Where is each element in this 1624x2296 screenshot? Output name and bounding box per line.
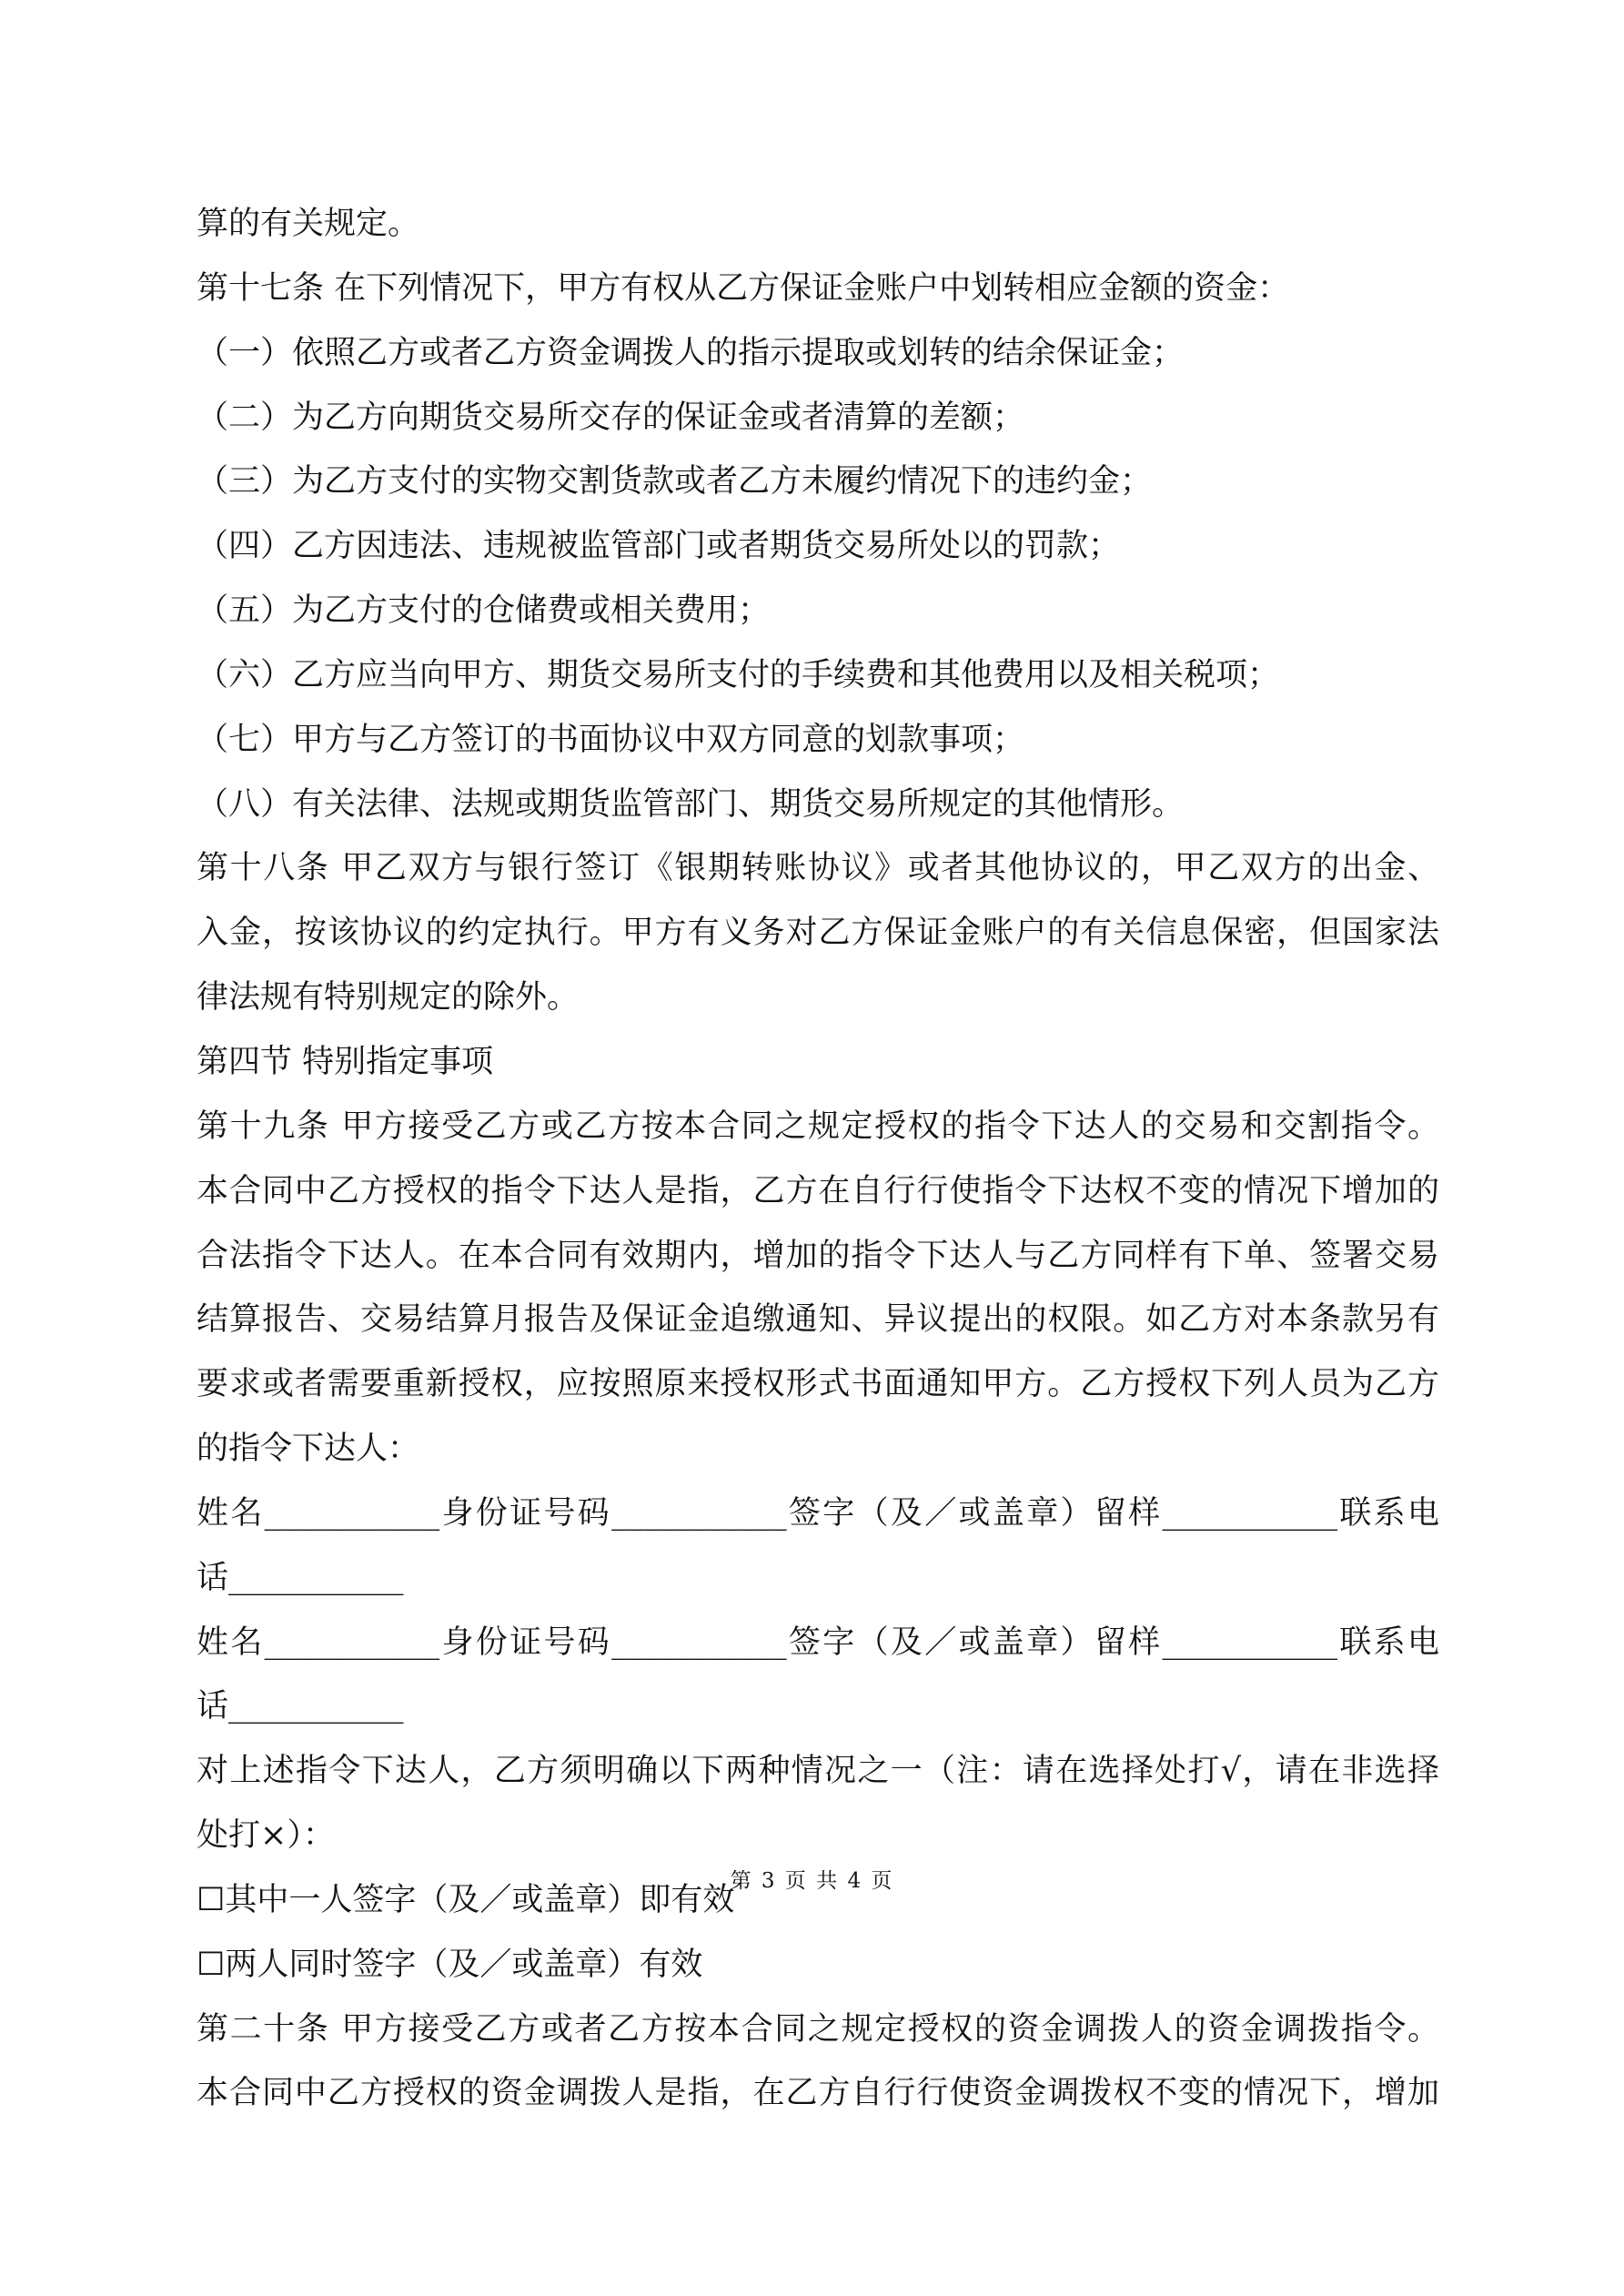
signatory-fields-2: 姓名___________身份证号码___________签字（及／或盖章）留样___________联系电 [197,1623,1439,1661]
signatory-fields-2-phone: 话___________ [197,1688,404,1725]
selection-instruction: 对上述指令下达人，乙方须明确以下两种情况之一（注：请在选择处打√，请在非选择 [197,1753,1439,1790]
article-20-line: 第二十条 甲方接受乙方或者乙方按本合同之规定授权的资金调拨人的资金调拨指令。 [197,2010,1439,2048]
article-18-line: 入金，按该协议的约定执行。甲方有义务对乙方保证金账户的有关信息保密，但国家法 [197,915,1439,952]
signatory-fields-1-phone: 话___________ [197,1559,404,1596]
article-17-heading: 第十七条 在下列情况下，甲方有权从乙方保证金账户中划转相应金额的资金： [197,269,1290,307]
list-item: （六）乙方应当向甲方、期货交易所支付的手续费和其他费用以及相关税项； [197,656,1280,693]
section-4-heading: 第四节 特别指定事项 [197,1043,494,1080]
list-item: （七）甲方与乙方签订的书面协议中双方同意的划款事项； [197,721,1025,758]
signatory-fields-1: 姓名___________身份证号码___________签字（及／或盖章）留样___________联系电 [197,1494,1439,1532]
article-19-line: 本合同中乙方授权的指令下达人是指，乙方在自行行使指令下达权不变的情况下增加的 [197,1172,1439,1209]
article-19-line: 结算报告、交易结算月报告及保证金追缴通知、异议提出的权限。如乙方对本条款另有 [197,1301,1439,1339]
article-18-line: 律法规有特别规定的除外。 [197,979,580,1017]
article-19-line: 合法指令下达人。在本合同有效期内，增加的指令下达人与乙方同样有下单、签署交易 [197,1237,1439,1274]
article-20-line: 本合同中乙方授权的资金调拨人是指，在乙方自行行使资金调拨权不变的情况下，增加 [197,2075,1439,2112]
article-19-line: 要求或者需要重新授权，应按照原来授权形式书面通知甲方。乙方授权下列人员为乙方 [197,1366,1439,1403]
list-item: （二）为乙方向期货交易所交存的保证金或者清算的差额； [197,399,1025,436]
list-item: （五）为乙方支付的仓储费或相关费用； [197,592,771,630]
list-item: （三）为乙方支付的实物交割货款或者乙方未履约情况下的违约金； [197,463,1153,501]
document-body [197,192,1439,2126]
list-item: （一）依照乙方或者乙方资金调拨人的指示提取或划转的结余保证金； [197,334,1185,371]
text-line: 算的有关规定。 [197,206,420,242]
page-number-footer: 第 3 页 共 4 页 [730,1869,894,1893]
list-item: （八）有关法律、法规或期货监管部门、期货交易所规定的其他情形。 [197,785,1185,823]
article-19-line: 第十九条 甲方接受乙方或乙方按本合同之规定授权的指令下达人的交易和交割指令。 [197,1108,1439,1145]
list-item: （四）乙方因违法、违规被监管部门或者期货交易所处以的罚款； [197,528,1121,565]
checkbox-option-single: ☐其中一人签字（及／或盖章）即有效 [197,1881,735,1918]
selection-instruction: 处打×）： [197,1817,335,1855]
article-19-line: 的指令下达人： [197,1431,420,1468]
checkbox-option-both: ☐两人同时签字（及／或盖章）有效 [197,1946,703,1983]
article-18-line: 第十八条 甲乙双方与银行签订《银期转账协议》或者其他协议的，甲乙双方的出金、 [197,850,1439,887]
